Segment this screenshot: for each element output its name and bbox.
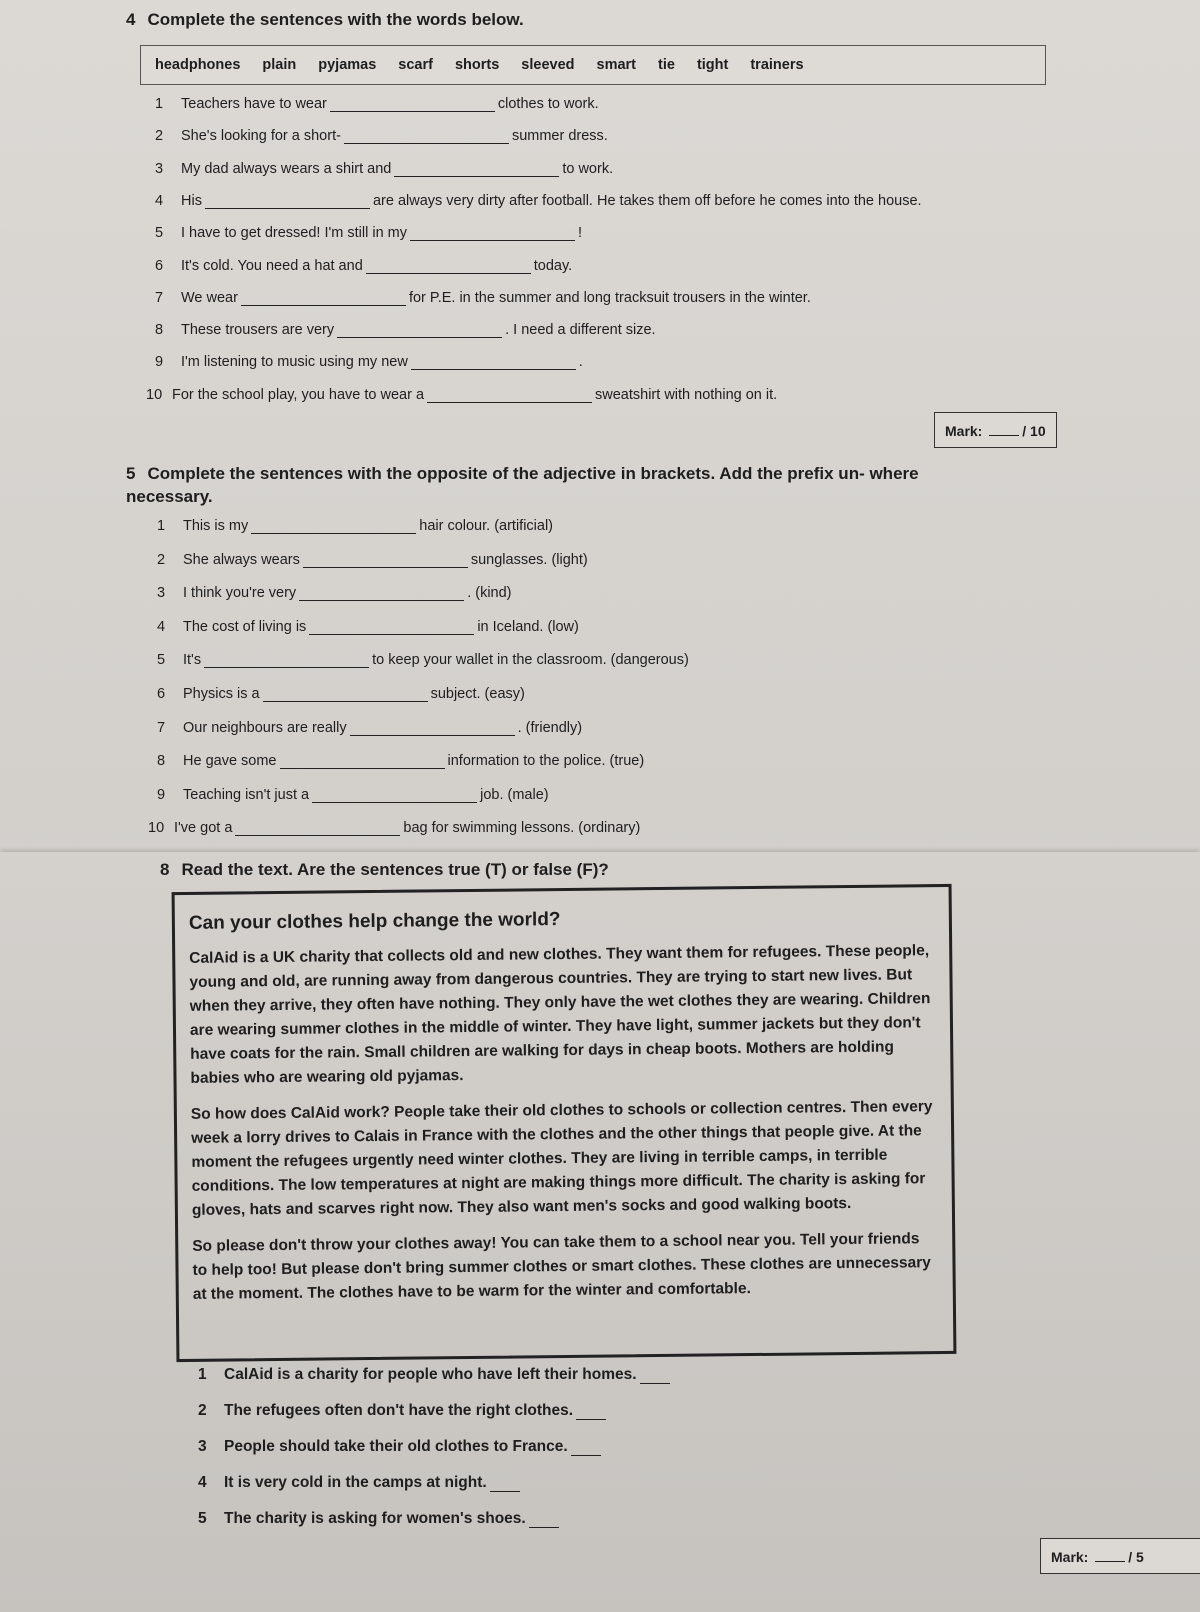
sentence-start: She always wears [183,551,300,568]
statement-text: People should take their old clothes to France. [224,1438,568,1455]
sentence-item [155,290,811,306]
item-number: 3 [157,585,166,602]
answer-blank[interactable] [205,194,370,209]
item-number: 7 [157,719,166,736]
item-number: 4 [157,618,166,635]
item-number: 4 [198,1474,207,1491]
sentence-item [198,1366,673,1384]
sentence-item [155,354,583,370]
answer-blank[interactable] [263,687,428,702]
item-number: 2 [157,551,166,568]
reading-paragraph: CalAid is a UK charity that collects old and new clothes. They want them for refugees. These people, young and old, are running away from dangerous countries. They are trying to start new lives. But when they arrive, they often have nothing. They only have the wet clothes they are wearing. Children are wearing summer clothes in the middle of winter. They have light, summer jackets but they don't have coats for the rain. Small children are walking for days in cheap boots. Mothers are holding babies who are wearing old pyjamas. [189,942,931,1087]
sentence-item [146,387,777,403]
answer-blank[interactable] [640,1369,670,1384]
reading-paragraph: So how does CalAid work? People take their old clothes to schools or collection centres. Then every week a lorry drives to Calais in France with the clothes and the other things that people give. At the moment the refugees urgently need winter clothes. They are living in terrible camps, in terrible conditions. The low temperatures at night are making things more difficult. The charity is asking for gloves, hats and scarves right now. They also want men's socks and good walking boots. [190,1098,933,1219]
item-number: 10 [148,820,165,837]
sentence-end: . (kind) [467,585,512,602]
sentence-start: Teaching isn't just a [183,786,310,803]
answer-blank[interactable] [280,754,445,769]
mark-blank[interactable] [989,421,1019,436]
word-bank-item: headphones [155,57,241,73]
answer-blank[interactable] [576,1405,606,1420]
answer-blank[interactable] [309,620,474,635]
sentence-start: For the school play, you have to wear a [172,386,425,403]
sentence-start: I'm listening to music using my new [181,354,408,371]
sentence-end: in Iceland. (low) [477,618,579,635]
sentence-item [155,161,613,177]
item-number: 10 [146,386,163,403]
word-bank-item: scarf [398,57,433,73]
answer-blank[interactable] [299,586,464,601]
sentence-end: job. (male) [480,786,549,803]
statement-text: CalAid is a charity for people who have left their homes. [224,1366,637,1383]
exercise-8-mark-box: Mark: / 5 [1040,1538,1200,1574]
word-bank-item: smart [596,57,637,73]
sentence-end: . [578,354,583,371]
sentence-item [157,720,582,736]
answer-blank[interactable] [490,1477,520,1492]
item-number: 1 [198,1366,207,1383]
sentence-end: clothes to work. [497,96,599,112]
item-number: 3 [155,160,164,177]
word-bank-item: tight [696,57,729,73]
answer-blank[interactable] [571,1441,601,1456]
word-bank-item: trainers [750,57,804,73]
answer-blank[interactable] [411,355,576,370]
item-number: 2 [155,128,164,145]
reading-text-box [172,884,957,1362]
item-number: 4 [155,192,164,209]
item-number: 1 [155,96,164,112]
exercise-4-heading: 4 Complete the sentences with the words below. [126,10,524,29]
answer-blank[interactable] [394,162,559,177]
exercise-8-heading: 8 Read the text. Are the sentences true (T) or false (F)? [160,860,609,879]
item-number: 1 [157,518,166,534]
sentence-end: today. [533,257,573,274]
sentence-end: subject. (easy) [430,686,525,702]
sentence-item [155,258,572,274]
answer-blank[interactable] [312,788,477,803]
answer-blank[interactable] [241,291,406,306]
sentence-start: I think you're very [183,585,297,602]
item-number: 5 [157,652,166,669]
sentence-start: This is my [183,518,249,534]
answer-blank[interactable] [235,821,400,836]
answer-blank[interactable] [366,259,531,274]
answer-blank[interactable] [330,97,495,112]
sentence-end: ! [578,225,583,242]
mark-blank[interactable] [1095,1547,1125,1562]
exercise-4-mark-box: Mark: / 10 [934,412,1057,448]
item-number: 6 [155,257,164,274]
statement-text: The refugees often don't have the right clothes. [224,1402,574,1419]
sentence-start: We wear [181,289,238,306]
sentence-item [148,820,640,836]
word-bank-item: sleeved [521,57,575,73]
item-number: 3 [198,1438,207,1455]
sentence-end: bag for swimming lessons. (ordinary) [403,820,641,837]
sentence-start: Teachers have to wear [181,96,327,112]
answer-blank[interactable] [251,519,416,534]
answer-blank[interactable] [303,553,468,568]
sentence-item [155,128,608,144]
statement-text: It is very cold in the camps at night. [224,1474,487,1491]
sentence-end: to work. [562,160,614,177]
sentence-item [198,1510,562,1528]
sentence-item [198,1438,604,1456]
sentence-end: sweatshirt with nothing on it. [595,386,778,403]
sentence-end: for P.E. in the summer and long tracksuit trousers in the winter. [408,289,811,306]
reading-paragraph: So please don't throw your clothes away! You can take them to a school near you. Tell your friends to help too! But please don't bring summer clothes or smart clothes. These clothes are unnecessary at the moment. The clothes have to be warm for the winter and comfortable. [192,1230,931,1303]
item-number: 9 [157,786,166,803]
answer-blank[interactable] [204,653,369,668]
sentence-start: His [181,192,202,209]
word-bank-item: tie [658,57,675,73]
word-bank-item: plain [262,57,297,73]
item-number: 5 [155,225,164,242]
sentence-start: The cost of living is [183,618,307,635]
sentence-end: are always very dirty after football. He takes them off before he comes into the house. [372,192,922,209]
answer-blank[interactable] [344,129,509,144]
sentence-item [157,686,525,702]
reading-title: Can your clothes help change the world? [188,909,561,934]
sentence-end: sunglasses. (light) [470,551,588,568]
item-number: 8 [157,753,166,770]
sentence-item [155,322,656,338]
sentence-start: Physics is a [183,686,260,702]
sentence-item [157,787,549,803]
item-number: 7 [155,289,164,306]
answer-blank[interactable] [529,1513,559,1528]
sentence-start: Our neighbours are really [183,719,347,736]
sentence-end: to keep your wallet in the classroom. (dangerous) [372,652,689,669]
sentence-end: summer dress. [511,128,608,145]
item-number: 9 [155,354,164,371]
answer-blank[interactable] [337,323,502,338]
item-number: 5 [198,1510,207,1527]
sentence-item [157,619,579,635]
sentence-item [198,1474,523,1492]
word-bank-item: pyjamas [318,57,377,73]
word-box [140,45,1046,85]
sentence-item [157,552,588,568]
sentence-end: hair colour. (artificial) [419,518,554,534]
sentence-item [155,96,599,112]
sentence-end: information to the police. (true) [447,753,645,770]
answer-blank[interactable] [410,226,575,241]
sentence-start: He gave some [183,753,277,770]
statement-text: The charity is asking for women's shoes. [224,1510,526,1527]
answer-blank[interactable] [350,721,515,736]
item-number: 2 [198,1402,207,1419]
sentence-start: It's cold. You need a hat and [181,257,363,274]
sentence-start: I've got a [174,820,233,837]
sentence-start: My dad always wears a shirt and [181,160,392,177]
word-bank-item: shorts [454,57,500,73]
sentence-item [155,193,922,209]
sentence-item [198,1402,609,1420]
sentence-start: These trousers are very [181,322,335,339]
sentence-end: . (friendly) [517,719,583,736]
sentence-start: It's [183,652,202,669]
sentence-item [157,518,553,534]
sentence-item [157,585,512,601]
item-number: 8 [155,322,164,339]
sentence-start: I have to get dressed! I'm still in my [181,225,407,242]
sentence-item [157,652,689,668]
sentence-item [155,225,582,241]
answer-blank[interactable] [427,388,592,403]
exercise-5-heading: 5 Complete the sentences with the opposite of the adjective in brackets. Add the prefix un- where necessary. [126,464,919,506]
item-number: 6 [157,686,166,702]
sentence-item [157,753,644,769]
sentence-start: She's looking for a short- [181,128,341,145]
sentence-end: . I need a different size. [505,322,656,339]
